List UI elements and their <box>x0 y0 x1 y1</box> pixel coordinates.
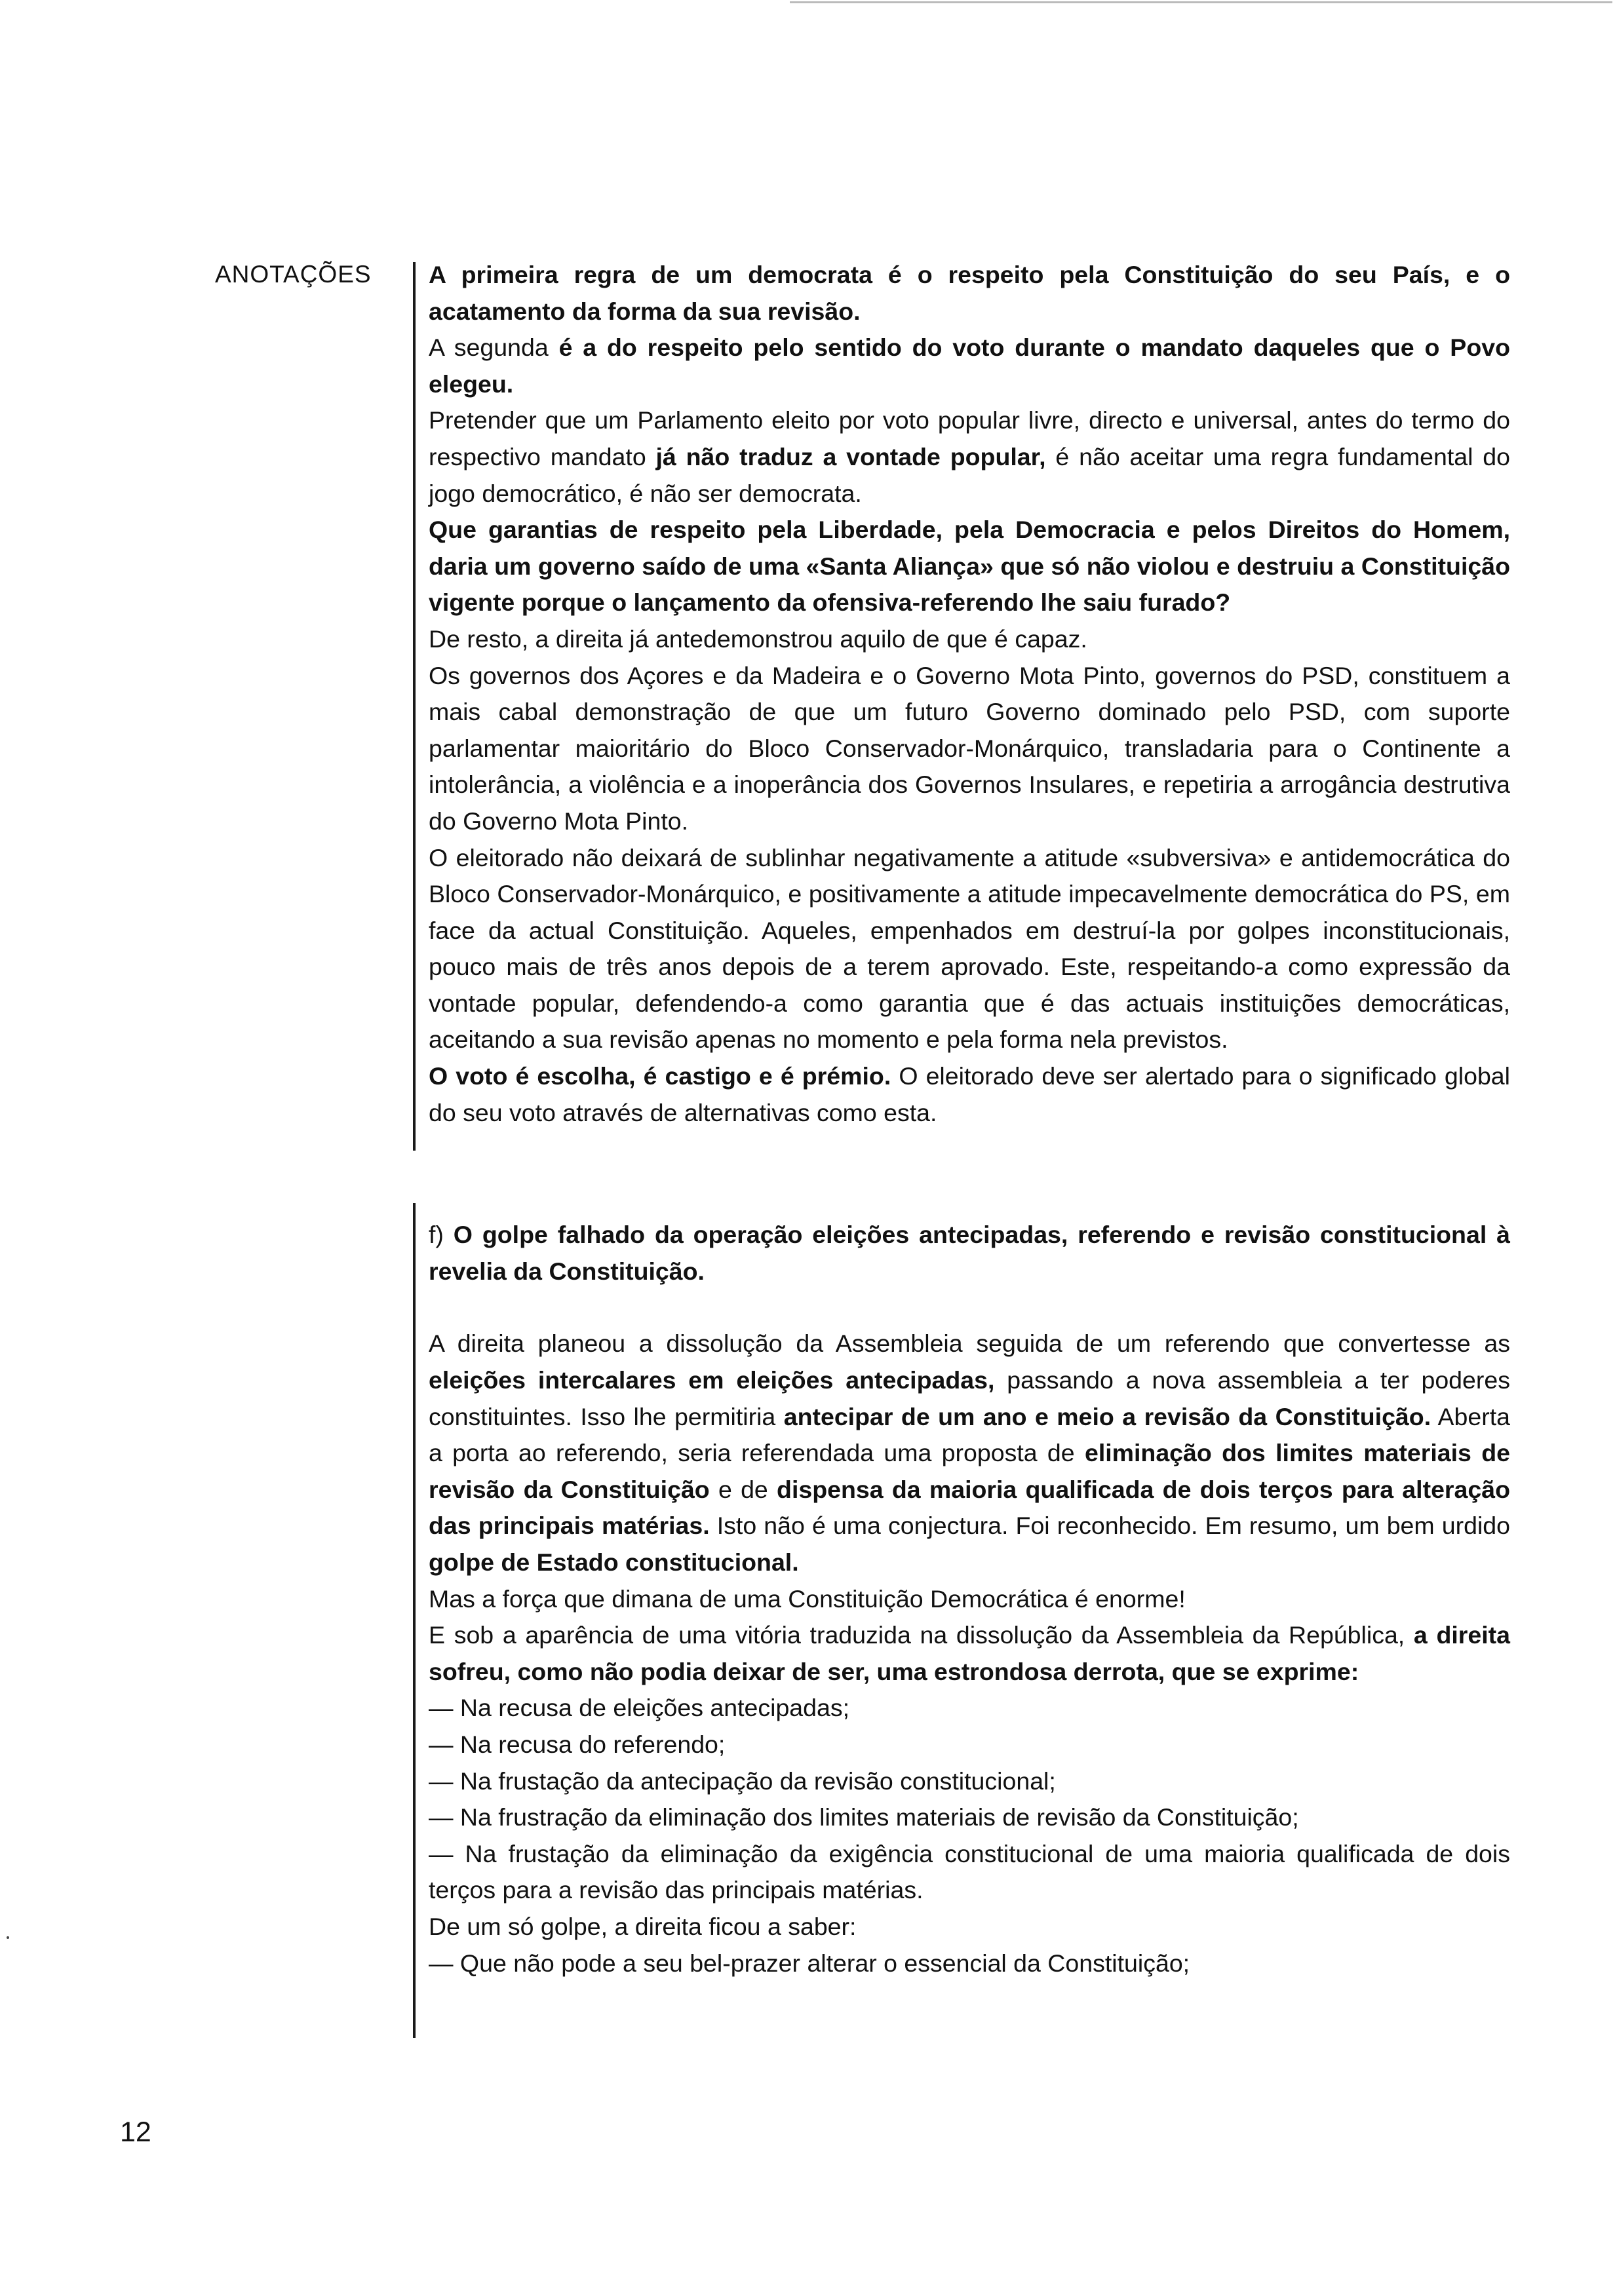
margin-bar-top <box>413 262 416 1151</box>
paragraph-group-top <box>429 257 1510 1131</box>
text-run: e de <box>709 1475 777 1503</box>
paragraph <box>429 1799 1510 1836</box>
bold-text-run: golpe de Estado constitucional. <box>429 1548 799 1576</box>
text-run: Mas a força que dimana de uma Constituição Democrática é enorme! <box>429 1584 1186 1613</box>
text-run: — Na frustação da eliminação da exigência constitucional de uma maioria qualificada de dois terços para a revisão das principais matérias. <box>429 1839 1510 1904</box>
text-run: Pretender que um Parlamento eleito por voto popular livre, directo e universal, antes do termo do respectivo mandato <box>429 406 1510 470</box>
paragraph <box>429 1617 1510 1690</box>
paragraph <box>429 1326 1510 1580</box>
scan-speck <box>7 1936 9 1939</box>
paragraph <box>429 658 1510 840</box>
bold-text-run: a direita sofreu, como não podia deixar de ser, uma estrondosa derrota, que se exprime: <box>429 1621 1511 1685</box>
top-edge-rule <box>790 1 1612 3</box>
paragraph <box>429 1945 1510 1982</box>
text-run: Isto não é uma conjectura. Foi reconhecido. Em resumo, um bem urdido <box>709 1512 1510 1540</box>
text-run: O eleitorado deve ser alertado para o significado global do seu voto através de alternativas como esta. <box>429 1062 1510 1126</box>
paragraph <box>429 621 1510 658</box>
bold-text-run: já não traduz a vontade popular, <box>655 442 1046 470</box>
text-run: — Na recusa do referendo; <box>429 1730 726 1758</box>
text-run: De um só golpe, a direita ficou a saber: <box>429 1912 857 1940</box>
text-run: Aberta a porta ao referendo, seria referendada uma proposta de <box>429 1402 1511 1467</box>
paragraph <box>429 1690 1510 1727</box>
text-run: E sob a aparência de uma vitória traduzida na dissolução da Assembleia da República, <box>429 1621 1414 1649</box>
paragraph <box>429 330 1510 402</box>
text-run: Os governos dos Açores e da Madeira e o Governo Mota Pinto, governos do PSD, constituem a mais cabal demonstração de que um futuro Governo dominado pelo PSD, com suporte parlamentar maioritário do Bloco Conservador-Monárquico, transladaria para o Continente a intolerância, a violência e a inoperância dos Governos Insulares, e repetiria a arrogância destrutiva do Governo Mota Pinto. <box>429 661 1510 835</box>
main-text-column <box>429 257 1510 1981</box>
bold-text-run: antecipar de um ano e meio a revisão da Constituição. <box>783 1402 1431 1430</box>
text-run: — Na frustação da antecipação da revisão constitucional; <box>429 1767 1056 1795</box>
text-run: é não aceitar uma regra fundamental do jogo democrático, é não ser democrata. <box>429 442 1510 507</box>
text-run: — Que não pode a seu bel-prazer alterar o essencial da Constituição; <box>429 1949 1190 1977</box>
paragraph <box>429 1909 1510 1945</box>
bold-text-run: Que garantias de respeito pela Liberdade, pela Democracia e pelos Direitos do Homem, daria um governo saído de uma «Santa Aliança» que só não violou e destruiu a Constituição vigente porque o lançamento da ofensiva-referendo lhe saiu furado? <box>429 516 1510 617</box>
text-run: — Na recusa de eleições antecipadas; <box>429 1694 850 1722</box>
margin-bar-bottom <box>413 1203 416 2038</box>
bold-text-run: dispensa da maioria qualificada de dois terços para alteração das principais matérias. <box>429 1475 1510 1540</box>
side-label-anotacoes: ANOTAÇÕES <box>215 261 372 288</box>
paragraph <box>429 840 1510 1059</box>
text-run: A direita planeou a dissolução da Assembleia seguida de um referendo que convertesse as <box>429 1330 1510 1358</box>
text-run: f) <box>429 1221 454 1249</box>
paragraph <box>429 1058 1510 1131</box>
bold-text-run: eleições intercalares em eleições antecipadas, <box>429 1366 995 1394</box>
text-run: passando a nova assembleia a ter poderes constituintes. Isso lhe permitiria <box>429 1366 1510 1430</box>
section-spacer <box>429 1131 1510 1217</box>
section-heading <box>429 1217 1510 1290</box>
paragraph-group-bottom <box>429 1326 1510 1981</box>
paragraph <box>429 1727 1510 1763</box>
paragraph <box>429 1836 1510 1909</box>
paragraph <box>429 1763 1510 1800</box>
text-run: De resto, a direita já antedemonstrou aquilo de que é capaz. <box>429 624 1087 653</box>
bold-text-run: O voto é escolha, é castigo e é prémio. <box>429 1062 891 1090</box>
text-run: O eleitorado não deixará de sublinhar negativamente a atitude «subversiva» e antidemocrática do Bloco Conservador-Monárquico, e positivamente a atitude impecavelmente democrática do PS, em face da actual Constituição. Aqueles, empenhados em destruí-la por golpes inconstitucionais, pouco mais de três anos depois de a terem aprovado. Este, respeitando-a como expressão da vontade popular, defendendo-a como garantia que é das actuais instituições democráticas, aceitando a sua revisão apenas no momento e pela forma nela previstos. <box>429 843 1510 1054</box>
paragraph <box>429 402 1510 512</box>
bold-text-run: A primeira regra de um democrata é o respeito pela Constituição do seu País, e o acatamento da forma da sua revisão. <box>429 261 1510 325</box>
text-run: — Na frustração da eliminação dos limites materiais de revisão da Constituição; <box>429 1803 1299 1831</box>
bold-text-run: O golpe falhado da operação eleições antecipadas, referendo e revisão constitucional à revelia da Constituição. <box>429 1221 1510 1285</box>
heading-spacer <box>429 1290 1510 1326</box>
bold-text-run: é a do respeito pelo sentido do voto durante o mandato daqueles que o Povo elegeu. <box>429 334 1510 398</box>
text-run: A segunda <box>429 334 559 362</box>
paragraph <box>429 512 1510 621</box>
paragraph <box>429 257 1510 330</box>
bold-text-run: eliminação dos limites materiais de revisão da Constituição <box>429 1439 1510 1503</box>
paragraph <box>429 1581 1510 1618</box>
page-number: 12 <box>120 2116 151 2148</box>
